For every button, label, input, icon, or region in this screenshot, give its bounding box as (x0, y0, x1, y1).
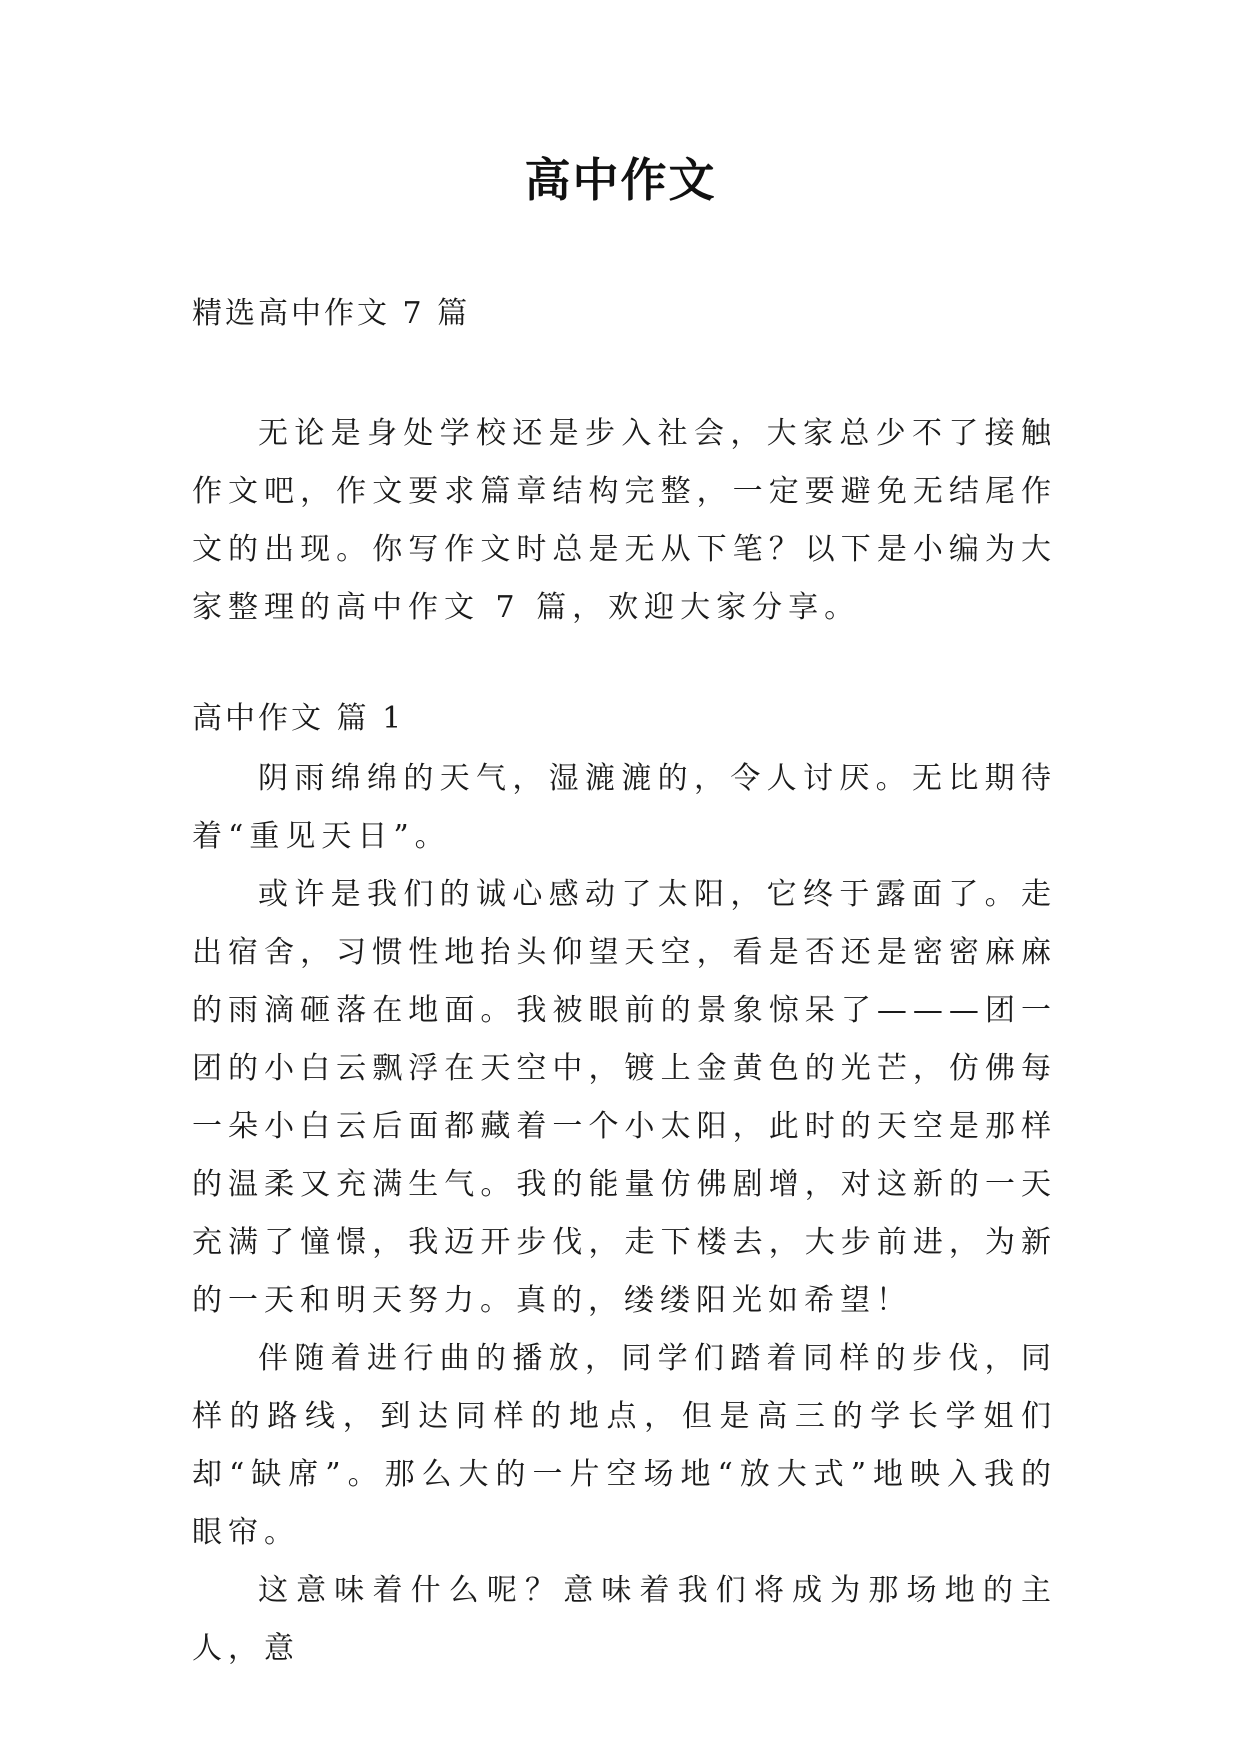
section-heading: 高中作文 篇 1 (192, 701, 405, 736)
essay-paragraph: 阴雨绵绵的天气，湿漉漉的，令人讨厌。无比期待着“重见天日”。 (192, 761, 1057, 854)
document-title: 高中作文 (524, 153, 717, 207)
intro-block (192, 405, 1057, 637)
essay-paragraph: 这意味着什么呢？意味着我们将成为那场地的主人，意 (192, 1573, 1057, 1666)
essay-paragraph: 伴随着进行曲的播放，同学们踏着同样的步伐，同样的路线，到达同样的地点，但是高三的学长学姐们却“缺席”。那么大的一片空场地“放大式”地映入我的眼帘。 (192, 1341, 1057, 1550)
essay-paragraph: 或许是我们的诚心感动了太阳，它终于露面了。走出宿舍，习惯性地抬头仰望天空，看是否还是密密麻麻的雨滴砸落在地面。我被眼前的景象惊呆了———团一团的小白云飘浮在天空中，镀上金黄色的光芒，仿佛每一朵小白云后面都藏着一个小太阳，此时的天空是那样的温柔又充满生气。我的能量仿佛剧增，对这新的一天充满了憧憬，我迈开步伐，走下楼去，大步前进，为新的一天和明天努力。真的，缕缕阳光如希望！ (192, 877, 1057, 1318)
intro-paragraph: 无论是身处学校还是步入社会，大家总少不了接触作文吧，作文要求篇章结构完整，一定要避免无结尾作文的出现。你写作文时总是无从下笔？以下是小编为大家整理的高中作文 7 篇，欢迎大家分享。 (192, 416, 1057, 625)
document-subtitle: 精选高中作文 7 篇 (192, 296, 471, 331)
essay-body (192, 750, 1057, 1678)
